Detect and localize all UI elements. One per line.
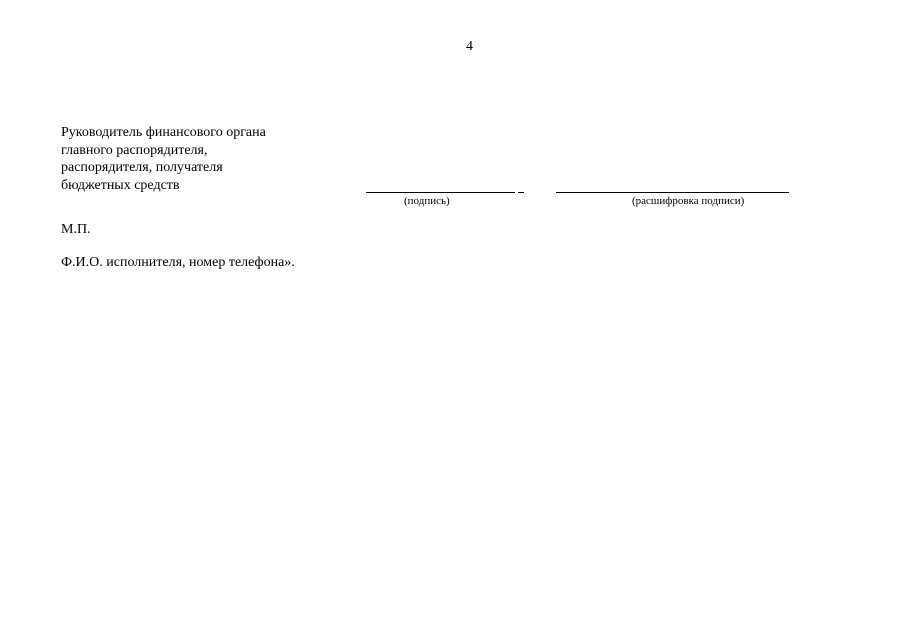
role-line: Руководитель финансового органа [61,125,266,140]
contact-line: Ф.И.О. исполнителя, номер телефона». [61,255,295,270]
page-number: 4 [466,39,473,54]
signature-separator [518,192,524,193]
role-line: бюджетных средств [61,178,180,193]
role-line: главного распорядителя, [61,143,208,158]
stamp-label: М.П. [61,222,91,237]
signature-line [366,192,515,193]
signature-caption: (подпись) [404,195,450,207]
signature-decoding-caption: (расшифровка подписи) [632,195,745,207]
role-line: распорядителя, получателя [61,160,223,175]
signature-decoding-line [556,192,789,193]
